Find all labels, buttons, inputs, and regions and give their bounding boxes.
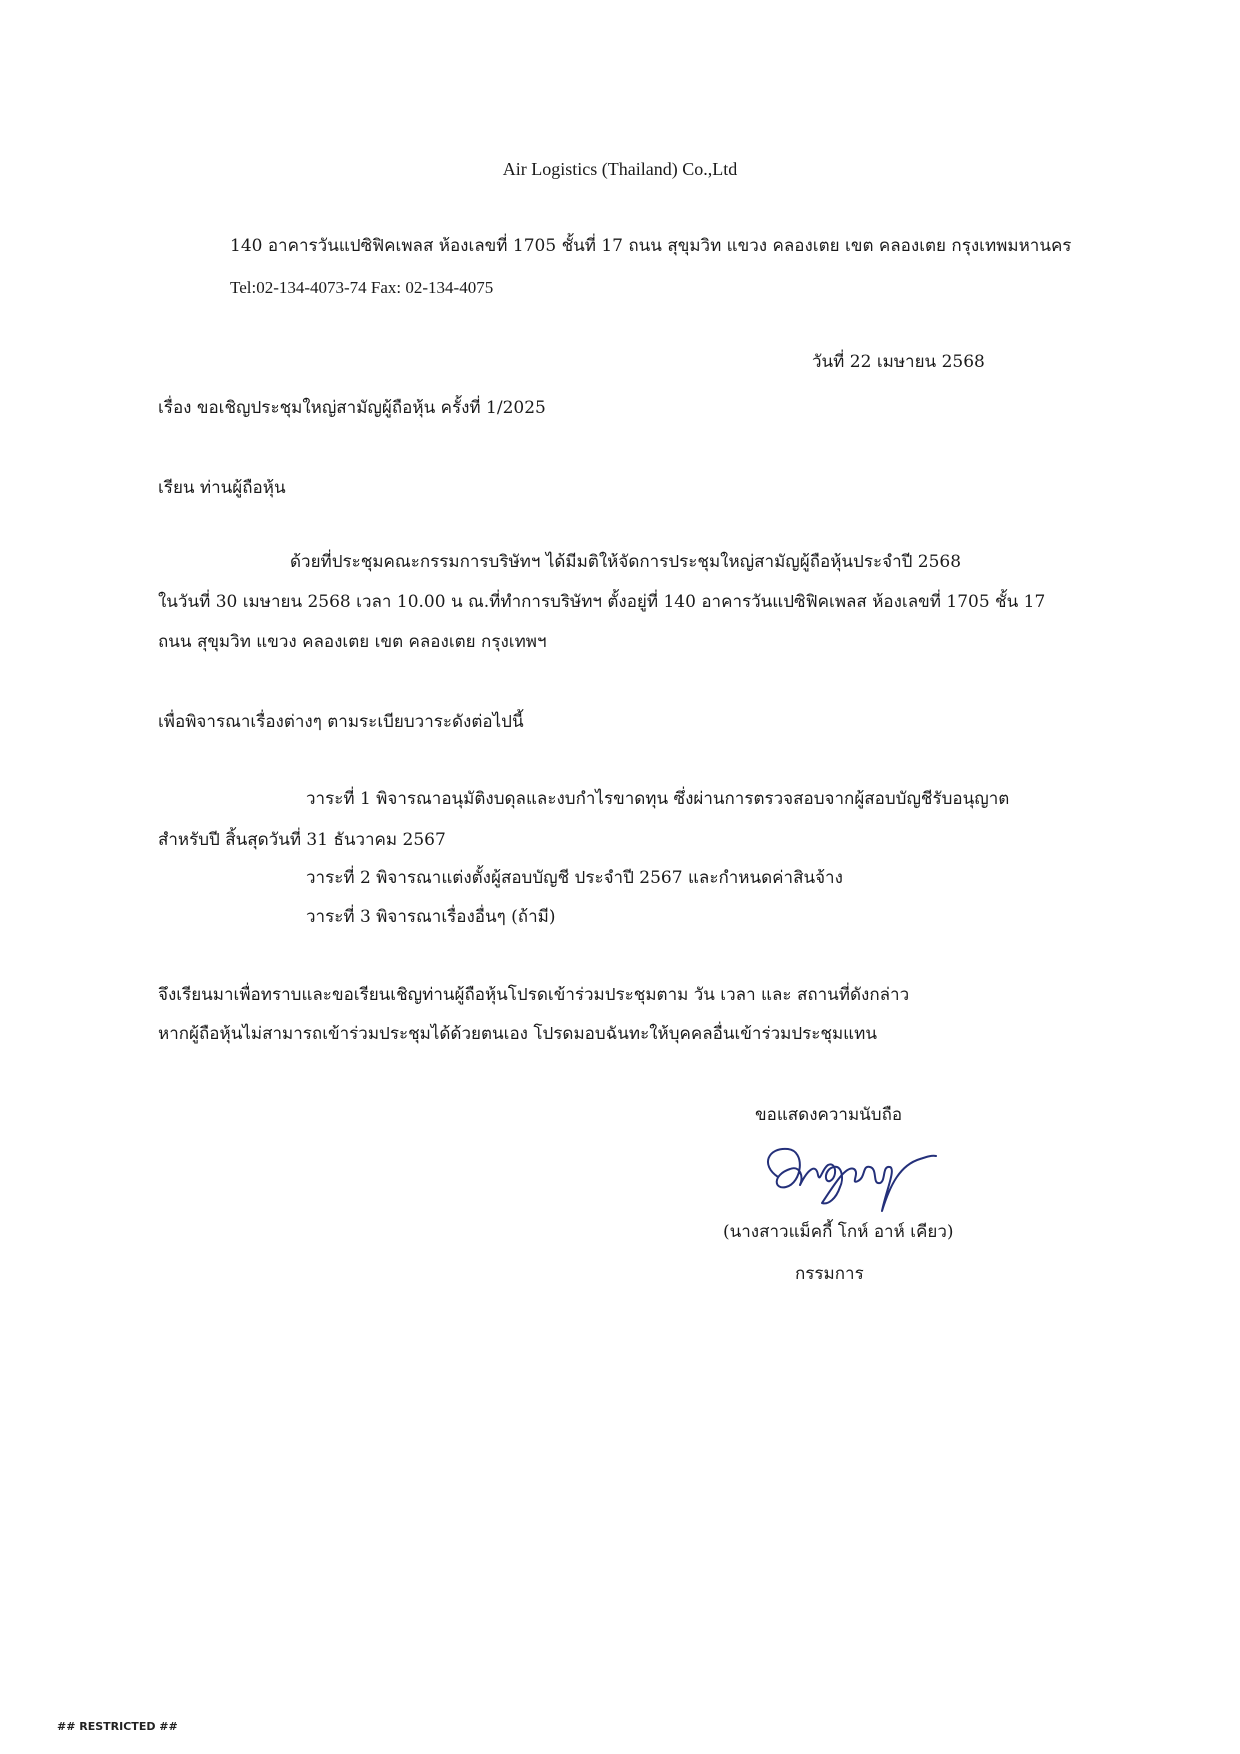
signatory-title: กรรมการ <box>795 1264 864 1284</box>
agenda-item-2: วาระที่ 2 พิจารณาแต่งตั้งผู้สอบบัญชี ประจำปี 2567 และกำหนดค่าสินจ้าง <box>306 868 843 888</box>
conclusion-line1: จึงเรียนมาเพื่อทราบและขอเรียนเชิญท่านผู้ถือหุ้นโปรดเข้าร่วมประชุมตาม วัน เวลา และ สถานที่ดังกล่าว <box>158 985 910 1005</box>
agenda-item-1-continued: สำหรับปี สิ้นสุดวันที่ 31 ธันวาคม 2567 <box>158 830 446 850</box>
classification-label: ## RESTRICTED ## <box>57 1720 178 1733</box>
paragraph2: เพื่อพิจารณาเรื่องต่างๆ ตามระเบียบวาระดังต่อไปนี้ <box>158 712 524 732</box>
closing-regards: ขอแสดงความนับถือ <box>755 1105 903 1125</box>
company-name: Air Logistics (Thailand) Co.,Ltd <box>502 159 738 179</box>
letter-subject: เรื่อง ขอเชิญประชุมใหญ่สามัญผู้ถือหุ้น ครั้งที่ 1/2025 <box>158 398 546 418</box>
paragraph1-line2: ในวันที่ 30 เมษายน 2568 เวลา 10.00 น ณ.ที่ทำการบริษัทฯ ตั้งอยู่ที่ 140 อาคารวันแปซิฟิคเพลส ห้องเลขที่ 1705 ชั้น 17 <box>158 592 1046 612</box>
paragraph1-line1: ด้วยที่ประชุมคณะกรรมการบริษัทฯ ได้มีมติให้จัดการประชุมใหญ่สามัญผู้ถือหุ้นประจำปี 2568 <box>290 552 962 572</box>
letter-date: วันที่ 22 เมษายน 2568 <box>812 352 985 372</box>
company-address: 140 อาคารวันแปซิฟิคเพลส ห้องเลขที่ 1705 ชั้นที่ 17 ถนน สุขุมวิท แขวง คลองเตย เขต คลองเตย กรุงเทพมหานคร <box>230 236 1072 256</box>
company-contact: Tel:02-134-4073-74 Fax: 02-134-4075 <box>230 278 494 297</box>
paragraph1-line3: ถนน สุขุมวิท แขวง คลองเตย เขต คลองเตย กรุงเทพฯ <box>158 632 547 652</box>
conclusion-line2: หากผู้ถือหุ้นไม่สามารถเข้าร่วมประชุมได้ด้วยตนเอง โปรดมอบฉันทะให้บุคคลอื่นเข้าร่วมประชุมแทน <box>158 1024 877 1044</box>
signatory-name: (นางสาวแม็คกี้ โกห์ อาห์ เคียว) <box>723 1222 954 1242</box>
agenda-item-1: วาระที่ 1 พิจารณาอนุมัติงบดุลและงบกำไรขาดทุน ซึ่งผ่านการตรวจสอบจากผู้สอบบัญชีรับอนุญาต <box>306 789 1010 809</box>
agenda-item-3: วาระที่ 3 พิจารณาเรื่องอื่นๆ (ถ้ามี) <box>306 907 556 927</box>
letter-salutation: เรียน ท่านผู้ถือหุ้น <box>158 478 286 498</box>
handwritten-signature <box>750 1125 950 1225</box>
